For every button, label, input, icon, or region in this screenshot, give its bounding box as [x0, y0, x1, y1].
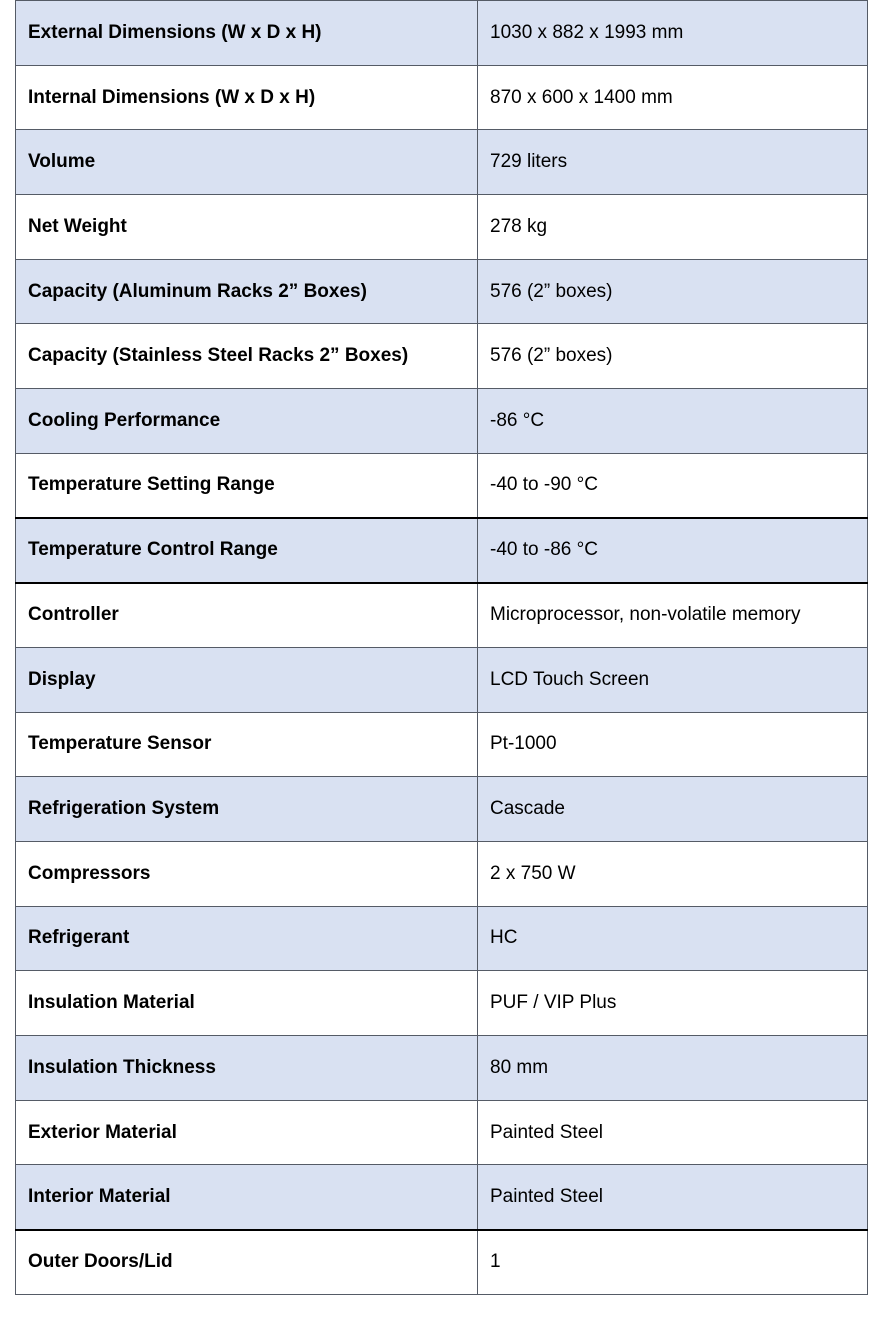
spec-label: Temperature Setting Range: [16, 453, 478, 518]
spec-value: LCD Touch Screen: [478, 647, 868, 712]
spec-label: Outer Doors/Lid: [16, 1230, 478, 1295]
spec-label: Insulation Thickness: [16, 1036, 478, 1101]
spec-label: Net Weight: [16, 195, 478, 260]
spec-value: HC: [478, 906, 868, 971]
spec-row-temperature-control-range: [16, 518, 868, 583]
spec-row-insulation-material: [16, 971, 868, 1036]
spec-row-insulation-thickness: [16, 1036, 868, 1101]
spec-label: Internal Dimensions (W x D x H): [16, 65, 478, 130]
spec-label: Refrigerant: [16, 906, 478, 971]
spec-row-external-dimensions: [16, 1, 868, 66]
spec-row-exterior-material: [16, 1100, 868, 1165]
spec-row-interior-material: [16, 1165, 868, 1230]
specifications-table-body: [16, 1, 868, 1295]
spec-value: 1: [478, 1230, 868, 1295]
spec-row-internal-dimensions: [16, 65, 868, 130]
spec-row-refrigerant: [16, 906, 868, 971]
spec-value: Microprocessor, non-volatile memory: [478, 583, 868, 648]
spec-value: -40 to -86 °C: [478, 518, 868, 583]
spec-row-cooling-performance: [16, 389, 868, 454]
spec-label: Controller: [16, 583, 478, 648]
spec-value: 1030 x 882 x 1993 mm: [478, 1, 868, 66]
spec-label: Temperature Sensor: [16, 712, 478, 777]
spec-label: External Dimensions (W x D x H): [16, 1, 478, 66]
spec-value: Painted Steel: [478, 1100, 868, 1165]
spec-value: Pt-1000: [478, 712, 868, 777]
spec-label: Cooling Performance: [16, 389, 478, 454]
spec-row-capacity-stainless: [16, 324, 868, 389]
spec-label: Exterior Material: [16, 1100, 478, 1165]
spec-value: 80 mm: [478, 1036, 868, 1101]
spec-value: 576 (2” boxes): [478, 259, 868, 324]
spec-row-capacity-aluminum: [16, 259, 868, 324]
spec-row-refrigeration-system: [16, 777, 868, 842]
spec-label: Interior Material: [16, 1165, 478, 1230]
spec-label: Refrigeration System: [16, 777, 478, 842]
spec-value: 576 (2” boxes): [478, 324, 868, 389]
spec-value: Painted Steel: [478, 1165, 868, 1230]
spec-label: Temperature Control Range: [16, 518, 478, 583]
spec-value: PUF / VIP Plus: [478, 971, 868, 1036]
spec-value: 870 x 600 x 1400 mm: [478, 65, 868, 130]
spec-label: Compressors: [16, 841, 478, 906]
spec-row-temperature-setting-range: [16, 453, 868, 518]
spec-row-net-weight: [16, 195, 868, 260]
specifications-table: [15, 0, 868, 1295]
spec-row-compressors: [16, 841, 868, 906]
spec-label: Volume: [16, 130, 478, 195]
spec-value: 2 x 750 W: [478, 841, 868, 906]
spec-row-display: [16, 647, 868, 712]
spec-label: Display: [16, 647, 478, 712]
spec-row-volume: [16, 130, 868, 195]
spec-value: 729 liters: [478, 130, 868, 195]
spec-row-outer-doors: [16, 1230, 868, 1295]
spec-label: Insulation Material: [16, 971, 478, 1036]
spec-value: Cascade: [478, 777, 868, 842]
spec-label: Capacity (Stainless Steel Racks 2” Boxes): [16, 324, 478, 389]
spec-value: 278 kg: [478, 195, 868, 260]
spec-label: Capacity (Aluminum Racks 2” Boxes): [16, 259, 478, 324]
spec-row-controller: [16, 583, 868, 648]
spec-value: -40 to -90 °C: [478, 453, 868, 518]
spec-row-temperature-sensor: [16, 712, 868, 777]
spec-value: -86 °C: [478, 389, 868, 454]
